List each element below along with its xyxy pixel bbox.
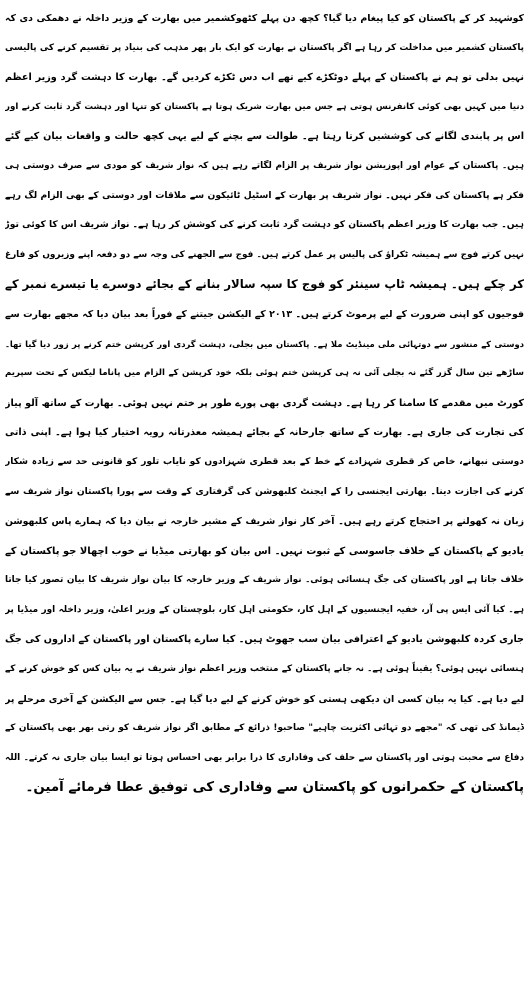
article-line: کر چکے ہیں۔ ہمیشہ ٹاپ سینئر کو فوج کا سپہ سالار بنانے کے بجائے دوسرے یا تیسرے نمبر کے <box>5 277 524 292</box>
article-line: کی تجارت کی جاری ہے۔ بھارت کے ساتھ جارحانہ کے بجائے ہمیشہ معذرتانہ رویہ اختیار کیا ہوا ہے۔ اپنی ذاتی <box>5 427 524 439</box>
article-line: دوستی کے منشور سے دوتہائی ملی مینڈیٹ ملا ہے۔ پاکستان میں بجلی، دہشت گردی اور کرپشن ختم کرنے پر زور دیا گیا تھا۔ <box>5 338 524 349</box>
article-line: فکر ہے پاکستان کی فکر نہیں۔ نواز شریف پر بھارت کے اسٹیل ٹائیکون سے ملاقات اور دوستی کے بھی الزام لگ رہے <box>5 190 524 201</box>
article-line: ساڑھے تین سال گزر گئے نہ بجلی آئی نہ ہی کرپشن ختم ہوئی بلکہ خود کرپشن کے الزام میں پاناما لیکس کے تحت سپریم <box>5 368 524 379</box>
article-line: ہیں۔ جب بھارت کا وزیر اعظم پاکستان کو دہشت گرد ثابت کرنے کی کوشش کر رہا ہے۔ نواز شریف اس کا کوئی توڑ <box>5 220 524 231</box>
article-line: کورٹ میں مقدمے کا سامنا کر رہا ہے۔ دہشت گردی بھی پورے طور پر ختم نہیں ہوئی۔ بھارت کے ساتھ آلو پیاز <box>5 397 524 409</box>
article-line: لیے دیا ہے۔ کیا یہ بیان کسی ان دیکھی ہستی کو خوش کرنے کے لیے دیا گیا ہے۔ جس سے الیکشن کے آخری مرحلے پر <box>5 693 524 705</box>
article-line: پاکستان کشمیر میں مداخلت کر رہا ہے اگر پاکستان نے بھارت کو ایک بار پھر مذہب کی بنیاد پر تقسیم کرنے کی پالیسی <box>5 42 524 53</box>
article-line: خلاف جاتا ہے اور پاکستان کی جگ ہنسائی ہوئی۔ نواز شریف کے وزیر خارجہ کا بیان نواز شریف کا بیان تصور کیا جاتا <box>5 575 524 586</box>
article-line: دفاع سے محبت ہوتی اور پاکستان سے حلف کی وفاداری کا ذرا برابر بھی احساس ہوتا تو ایسا بیان جاری نہ کرتے۔ اللہ <box>5 752 524 763</box>
article-line: ہنسائی نہیں ہوئی؟ یقیناً ہوئی ہے۔ نہ جانے پاکستان کے منتخب وزیر اعظم نواز شریف نے یہ بیان کس کو خوش کرنے کے <box>5 664 524 675</box>
article-line: کرنے کی اجازت دینا۔ بھارتی ایجنسی را کے ایجنٹ کلبھوشن کی گرفتاری کے وقت سے پورا پاکستان نواز شریف سے <box>5 486 524 497</box>
article-line: ہیں۔ پاکستان کے عوام اور اپوزیشن نواز شریف پر الزام لگاتے رہے ہیں کہ نواز شریف کو مودی سے صرف دوستی ہی <box>5 160 524 171</box>
article-line: ڈیمانڈ کی تھی کہ "مجھے دو تہائی اکثریت چاہیے" صاحبو! ذرائع کے مطابق اگر نواز شریف کو رتی بھر بھی پاکستان کے <box>5 723 524 734</box>
article-line: نہیں بدلی تو ہم نے پاکستان کے پہلے دوٹکڑے کیے تھے اب دس ٹکڑے کردیں گے۔ بھارت کا دہشت گرد وزیر اعظم <box>5 72 524 84</box>
article-line: فوجیوں کو اپنی ضرورت کے لیے پرموٹ کرتے ہیں۔ ۲۰۱۳ کے الیکشن جیتنے کے فوراً بعد بیان دیا کہ مجھے بھارت سے <box>5 308 524 320</box>
article-line: دوستی نبھانے، خاص کر قطری شہزادے کے خط کے بعد قطری شہزادوں کو نایاب تلور کو قانونی حد سے زیادہ شکار <box>5 456 524 467</box>
article-line: زبان نہ کھولنے پر احتجاج کرتے رہے ہیں۔ آخر کار نواز شریف کے مشیر خارجہ نے بیان دیا کہ ہمارے پاس کلبھوشن <box>5 516 524 528</box>
article-line: اس پر پابندی لگانے کی کوششیں کرتا رہتا ہے۔ طوالت سے بچنے کے لیے یہی کچھ حالت و واقعات بیان کیے گئے <box>5 131 524 143</box>
article-line-last: پاکستان کے حکمرانوں کو پاکستان سے وفاداری کی توفیق عطا فرمائے آمین۔ <box>25 780 524 796</box>
article-line: جاری کردہ کلبھوشن یادیو کے اعترافی بیان سب جھوٹ ہیں۔ کیا سارے پاکستان اور پاکستان کے اداروں کی جگ <box>5 634 524 646</box>
article-line: یادیو کے پاکستان کے خلاف جاسوسی کے ثبوت نہیں۔ اس بیان کو بھارتی میڈیا نے خوب اچھالا جو پاکستان کے <box>5 545 524 557</box>
article-line: کوشہید کر کے پاکستان کو کیا پیغام دیا گیا؟ کچھ دن پہلے کٹھوکشمیر میں بھارت کے وزیر داخلہ نے دھمکی دی کہ <box>5 13 524 24</box>
article-line: دنیا میں کہیں بھی کوئی کانفرنس ہوتی ہے جس میں بھارت شریک ہوتا ہے پاکستان کو تنہا اور دہشت گرد ثابت کرنے اور <box>5 101 524 112</box>
article-line: نہیں کرتے فوج سے ہمیشہ ٹکراؤ کی پالیس پر عمل کرتے ہیں۔ فوج سے الجھنے کی وجہ سے دو دفعہ اپنے وزیروں کو فارغ <box>5 249 524 260</box>
article-line: ہے۔ کیا آئی ایس پی آر، خفیہ ایجنسیوں کے اہل کار، حکومتی اہل کار، بلوچستان کے وزیر اعلیٰ، وزیر داخلہ اور میڈیا پر <box>5 604 524 615</box>
